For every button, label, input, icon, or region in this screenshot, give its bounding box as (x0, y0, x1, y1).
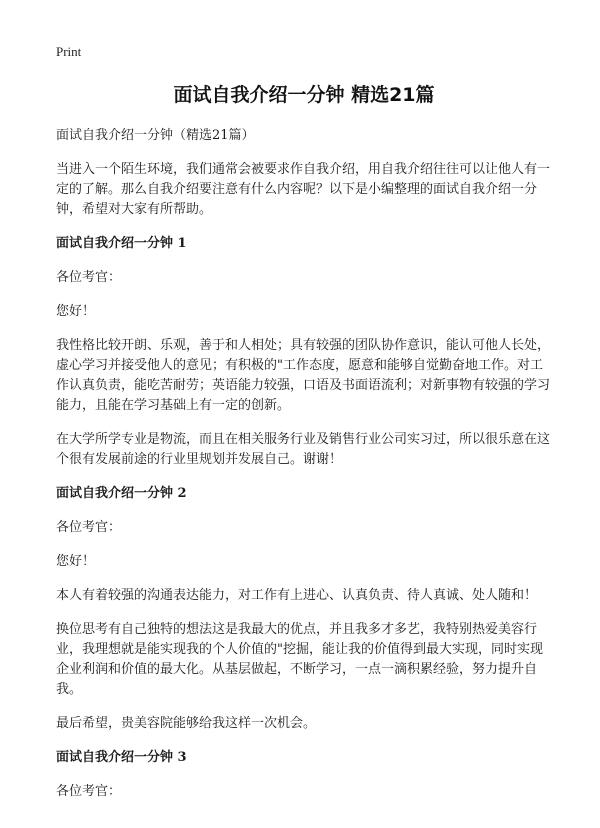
intro-paragraph: 当进入一个陌生环境，我们通常会被要求作自我介绍，用自我介绍往往可以让他人有一定的了解。那么自我介绍要注意有什么内容呢？以下是小编整理的面试自我介绍一分钟，希望对大家有所帮助。 (56, 162, 551, 217)
section-heading: 面试自我介绍一分钟 3 (56, 750, 187, 765)
section-heading: 面试自我介绍一分钟 2 (56, 486, 187, 501)
print-link[interactable]: Print (56, 44, 82, 59)
intro-subtitle: 面试自我介绍一分钟（精选21篇） (56, 128, 255, 143)
section-paragraph: 本人有着较强的沟通表达能力，对工作有上进心、认真负责、待人真诚、处人随和！ (56, 588, 538, 603)
section-paragraph: 您好！ (56, 304, 96, 319)
section-paragraph: 各位考官： (56, 270, 122, 285)
section-paragraph: 换位思考有自己独特的想法这是我最大的优点，并且我多才多艺，我特别热爱美容行业，我理想就是能实现我的个人价值的"挖掘，能让我的价值得到最大实现，同时实现企业利润和价值的最大化。从基层做起，不断学习，一点一滴积累经验，努力提升自我。 (56, 622, 543, 697)
section-paragraph: 各位考官： (56, 784, 122, 799)
section-paragraph: 在大学所学专业是物流，而且在相关服务行业及销售行业公司实习过，所以很乐意在这个很有发展前途的行业里规划并发展自己。谢谢！ (56, 432, 551, 467)
section-paragraph: 各位考官： (56, 520, 122, 535)
page-title: 面试自我介绍一分钟 精选21篇 (173, 84, 435, 106)
section-heading: 面试自我介绍一分钟 1 (56, 236, 187, 251)
section-paragraph: 最后希望，贵美容院能够给我这样一次机会。 (56, 716, 317, 731)
section-paragraph: 您好！ (56, 554, 96, 569)
section-paragraph: 我性格比较开朗、乐观，善于和人相处；具有较强的团队协作意识，能认可他人长处，虚心学习并接受他人的意见；有积极的"工作态度，愿意和能够自觉勤奋地工作。对工作认真负责，能吃苦耐劳；英语能力较强，口语及书面语流利；对新事物有较强的学习能力，且能在学习基础上有一定的创新。 (56, 338, 551, 413)
